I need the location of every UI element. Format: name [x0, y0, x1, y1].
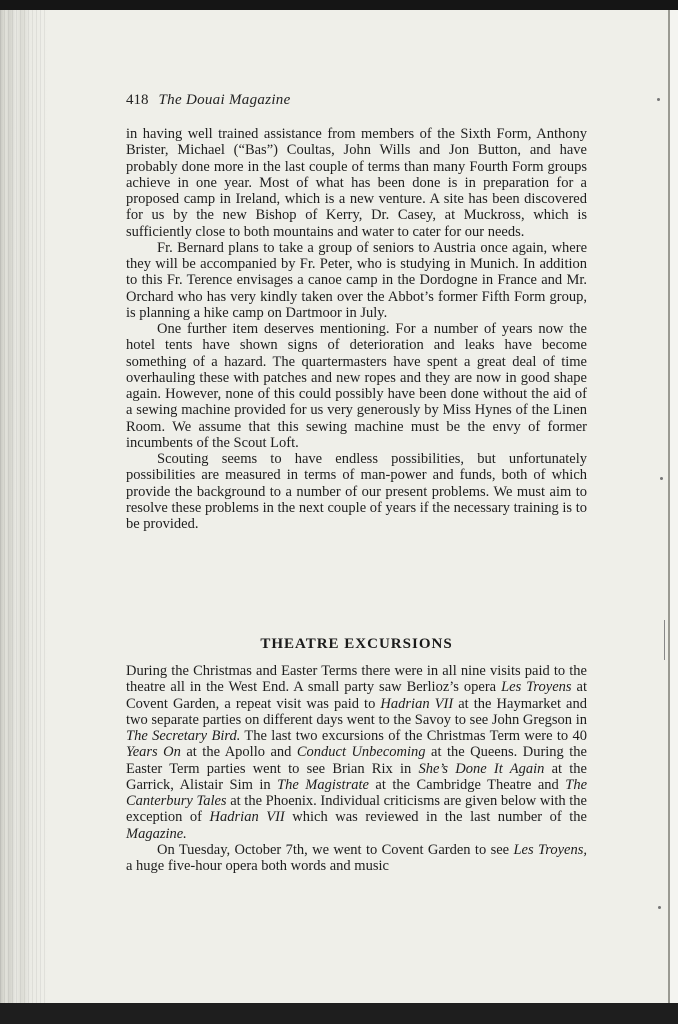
work-title: Les Troyens, [513, 841, 587, 858]
magazine-title: The Douai Magazine [158, 92, 291, 108]
paragraph: Fr. Bernard plans to take a group of seniors to Austria once again, where they will be accompanied by Fr. Peter, who is studying in Munich. In addition to this Fr. Terence envisages a canoe camp in the Dordogne in France and Mr. Orchard who has very kindly taken over the Abbot’s former Fifth Form group, is planning a hike camp on Dartmoor in July. [126, 239, 587, 321]
text-run: at the Queens. During the Easter Term parties went to see Brian Rix in [126, 744, 587, 777]
work-title: Conduct Unbecoming [296, 744, 426, 761]
text-run: at the Garrick, Alistair Sim in [126, 760, 587, 793]
paragraph: in having well trained assistance from members of the Sixth Form, Anthony Brister, Michael (“Bas”) Coultas, John Wills and Jon Button, and have probably done more in the last couple of terms than many Fourth Form groups achieve in one year. Most of what has been done is in preparation for a proposed camp in Ireland, which is a new venture. A site has been discovered for us by the new Bishop of Kerry, Dr. Casey, at Muckross, which is sufficiently close to both mountains and water to cater for our needs. [126, 126, 587, 240]
scan-bottom-border [0, 1003, 678, 1024]
page-number: 418 [126, 92, 149, 108]
text-run: During the Christmas and Easter Terms there were in all nine visits paid to the theatre all in the West End. A small party saw Berlioz’s opera [126, 663, 587, 696]
scan-mark [664, 620, 665, 660]
text-run: which was reviewed in the last number of the [284, 809, 587, 826]
work-title: Les Troyens [501, 679, 572, 696]
running-header [126, 92, 291, 112]
book-gutter [0, 10, 48, 1003]
scouting-section [126, 126, 587, 532]
scan-top-border [0, 0, 678, 10]
scan-speck [660, 477, 663, 480]
work-title: Years On [126, 744, 181, 761]
text-run: On Tuesday, October 7th, we went to Covent Garden to see [157, 841, 514, 858]
paragraph: Scouting seems to have endless possibilities, but unfortunately possibilities are measured in terms of man-power and funds, both of which provide the background to a number of our present problems. We must aim to resolve these problems in the next couple of years if the necessary training is to be provided. [126, 451, 587, 532]
scan-speck [658, 906, 661, 909]
work-title: The Magistrate [277, 776, 369, 793]
section-heading: THEATRE EXCURSIONS [260, 636, 453, 652]
scan-speck [657, 98, 660, 101]
work-title: She’s Done It Again [418, 760, 545, 777]
text-run: at the Haymarket and two separate parties on different days went to the Savoy to see John Gregson in [126, 695, 587, 728]
work-title: The Secretary Bird. [126, 728, 241, 744]
work-title: Hadrian VII [209, 809, 285, 826]
theatre-section [126, 663, 587, 874]
text-run: at the Apollo and [180, 744, 297, 761]
paragraph [126, 663, 587, 842]
work-title: The Canterbury Tales [126, 776, 588, 809]
page-edge-line [668, 10, 670, 1003]
text-run: at the Phoenix. Individual criticisms are given below with the exception of [126, 793, 587, 826]
paragraph [126, 842, 587, 875]
paragraph: One further item deserves mentioning. For a number of years now the hotel tents have shown signs of deterioration and leaks have become something of a hazard. The quartermasters have spent a great deal of time overhauling these with patches and new ropes and they are now in good shape again. However, none of this could possibly have been done without the aid of a sewing machine provided for us very generously by Miss Hynes of the Linen Room. We assume that this sewing machine must be the envy of former incumbents of the Scout Loft. [126, 321, 587, 451]
text-run: a huge five-hour opera both words and music [126, 858, 389, 874]
text-run: at the Cambridge Theatre and [368, 776, 566, 793]
work-title: Hadrian VII [380, 695, 454, 712]
text-run: at Covent Garden, a repeat visit was paid to [126, 679, 587, 712]
text-run: The last two excursions of the Christmas Term were to 40 [240, 728, 587, 744]
work-title: Magazine. [126, 825, 187, 842]
